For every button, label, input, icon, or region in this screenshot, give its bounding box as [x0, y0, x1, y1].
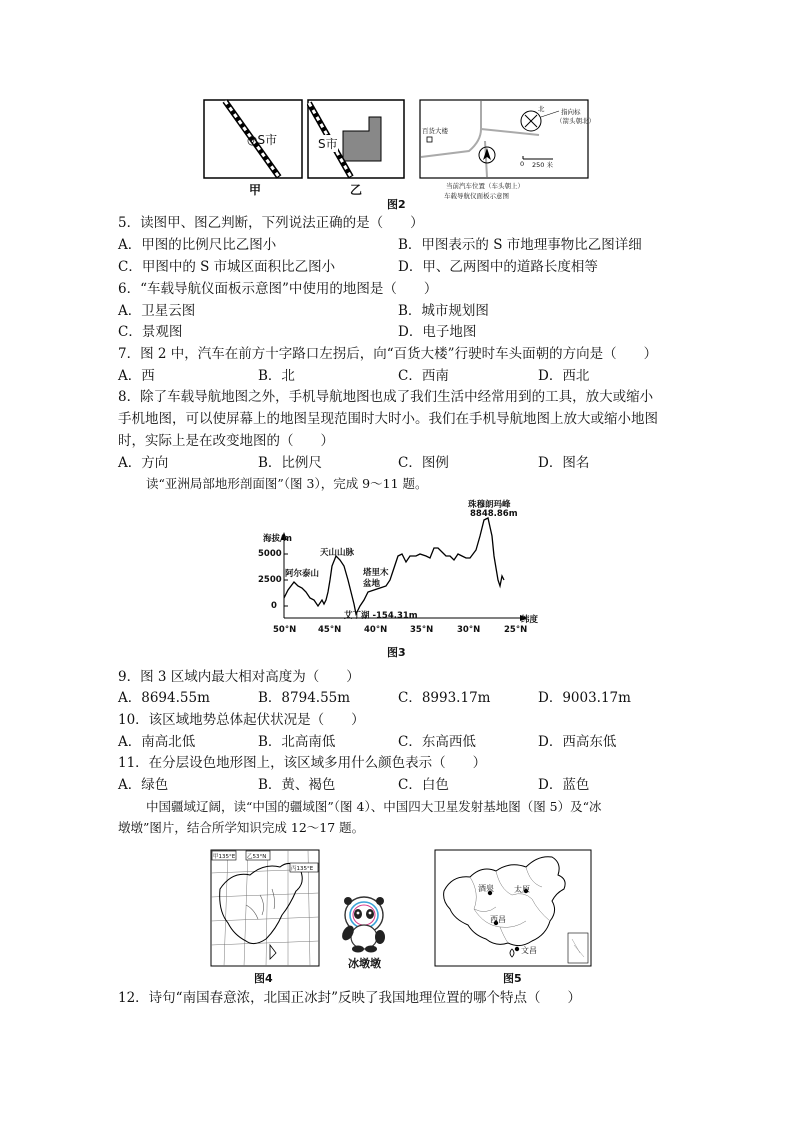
fig5-xichang-label: 西昌 [490, 915, 506, 924]
q8-stem-line1: 8．除了车载导航地图之外，手机导航地图也成了我们生活中经常用到的工具，放大或缩小 [118, 389, 654, 405]
q9-option-c[interactable]: C．8993.17m [398, 690, 491, 706]
bingdwendwen-image [334, 893, 390, 953]
q5-option-d[interactable]: D．甲、乙两图中的道路长度相等 [398, 259, 598, 275]
bingdwendwen-label: 冰墩墩 [348, 957, 381, 970]
q9-option-d[interactable]: D．9003.17m [538, 690, 631, 706]
q7-option-d[interactable]: D．西北 [538, 368, 590, 384]
q11-option-a[interactable]: A．绿色 [118, 777, 169, 793]
q11-option-d[interactable]: D．蓝色 [538, 777, 590, 793]
q7-option-a[interactable]: A．西 [118, 368, 155, 384]
figure-2-caption: 图2 [387, 198, 406, 211]
fig3-aydingkol-label: 艾丁湖 -154.31m [344, 611, 418, 621]
intro-q12-17-line2: 墩墩”图片，结合所学知识完成 12～17 题。 [118, 820, 365, 835]
fig4-label-b: 乙53°N [247, 854, 267, 860]
nav-scale-value: 250 米 [532, 161, 553, 169]
fig3-x-tick: 50°N [273, 625, 297, 635]
q10-option-b[interactable]: B．北高南低 [258, 734, 336, 750]
q6-option-a[interactable]: A．卫星云图 [118, 303, 196, 319]
intro-q9-11: 读“亚洲局部地形剖面图”（图 3），完成 9～11 题。 [146, 476, 428, 491]
nav-car-label: 当前汽车位置（车头朝上） [446, 182, 524, 190]
q11-stem: 11．在分层设色地形图上，该区域多用什么颜色表示（ ） [118, 755, 487, 771]
q7-option-b[interactable]: B．北 [258, 368, 295, 384]
q11-option-c[interactable]: C．白色 [398, 777, 449, 793]
q8-stem-line3: 时，实际上是在改变地图的（ ） [118, 433, 334, 449]
fig3-y-tick: 5000 [258, 549, 282, 559]
nav-pointer-note: （箭头朝北） [556, 117, 595, 125]
fig3-peak-name: 珠穆朗玛峰 [468, 500, 511, 510]
q10-stem: 10．该区域地势总体起伏状况是（ ） [118, 712, 365, 728]
fig4-label-a: 甲135°E [213, 854, 236, 860]
fig3-tianshan-label: 天山山脉 [320, 548, 355, 558]
fig3-tarim-label-2: 盆地 [363, 579, 381, 589]
q5-option-c[interactable]: C．甲图中的 S 市城区面积比乙图小 [118, 259, 336, 275]
fig3-x-tick: 45°N [318, 625, 342, 635]
q9-stem: 9．图 3 区域内最大相对高度为（ ） [118, 669, 360, 685]
fig3-altai-label: 阿尔泰山 [285, 569, 320, 579]
panel-yi-label: 乙 [350, 183, 363, 197]
q10-option-a[interactable]: A．南高北低 [118, 734, 196, 750]
figure-3-caption: 图3 [387, 646, 406, 659]
intro-q12-17-line1: 中国疆域辽阔，读“中国的疆域图”（图 4）、中国四大卫星发射基地图（图 5）及“冰 [146, 799, 602, 814]
nav-pointer-label: 指向标 [561, 108, 581, 116]
nav-store-label: 百货大楼 [422, 127, 448, 135]
q12-stem: 12．诗句“南国春意浓，北国正冰封”反映了我国地理位置的哪个特点（ ） [118, 990, 581, 1006]
q6-option-b[interactable]: B．城市规划图 [398, 303, 489, 319]
q5-option-a[interactable]: A．甲图的比例尺比乙图小 [118, 237, 277, 253]
q7-option-c[interactable]: C．西南 [398, 368, 449, 384]
q8-option-b[interactable]: B．比例尺 [258, 455, 322, 471]
fig3-x-tick: 25°N [504, 625, 528, 635]
q8-option-c[interactable]: C．图例 [398, 455, 449, 471]
fig3-x-tick: 40°N [364, 625, 388, 635]
q11-option-b[interactable]: B．黄、褐色 [258, 777, 336, 793]
q8-option-d[interactable]: D．图名 [538, 455, 590, 471]
q6-stem: 6．“车载导航仪面板示意图”中使用的地图是（ ） [118, 281, 438, 297]
q6-option-c[interactable]: C．景观图 [118, 324, 183, 340]
q9-option-b[interactable]: B．8794.55m [258, 690, 351, 706]
nav-north-label: 北 [538, 105, 545, 113]
fig5-jiuquan-label: 酒泉 [478, 884, 494, 893]
fig3-y-axis-label: 海拔/m [263, 534, 292, 544]
q7-stem: 7．图 2 中，汽车在前方十字路口左拐后，向“百货大楼”行驶时车头面朝的方向是（ ） [118, 346, 658, 362]
nav-title: 车载导航仪面板示意图 [444, 192, 509, 200]
q9-option-a[interactable]: A．8694.55m [118, 690, 210, 706]
q8-option-a[interactable]: A．方向 [118, 455, 169, 471]
q10-option-c[interactable]: C．东高西低 [398, 734, 476, 750]
fig4-label-c: 丙135°E [291, 866, 314, 872]
fig5-wenchang-label: 文昌 [521, 946, 537, 955]
panel-yi-city-label: S市 [318, 137, 338, 151]
nav-scale-zero: 0 [520, 160, 525, 168]
figure-5-caption: 图5 [503, 972, 522, 985]
panel-jia-city-label: ◎S市 [247, 133, 278, 147]
q10-option-d[interactable]: D．西高东低 [538, 734, 617, 750]
figure-5-launch-sites-map [434, 849, 592, 967]
fig3-x-tick: 30°N [457, 625, 481, 635]
fig3-peak-height: 8848.86m [470, 509, 518, 519]
fig3-tarim-label-1: 塔里木 [363, 568, 389, 578]
q5-option-b[interactable]: B．甲图表示的 S 市地理事物比乙图详细 [398, 237, 642, 253]
q6-option-d[interactable]: D．电子地图 [398, 324, 477, 340]
fig3-y-tick: 0 [271, 601, 277, 611]
fig3-y-tick: 2500 [258, 575, 282, 585]
fig3-x-tick: 35°N [410, 625, 434, 635]
q8-stem-line2: 手机地图，可以使屏幕上的地图呈现范围时大时小。我们在手机导航地图上放大或缩小地图 [118, 411, 658, 427]
fig3-x-axis-label: 纬度 [521, 615, 539, 625]
fig5-taiyuan-label: 太原 [514, 885, 530, 894]
figure-4-caption: 图4 [254, 972, 273, 985]
q5-stem: 5．读图甲、图乙判断，下列说法正确的是（ ） [118, 215, 424, 231]
panel-jia-label: 甲 [249, 183, 262, 197]
